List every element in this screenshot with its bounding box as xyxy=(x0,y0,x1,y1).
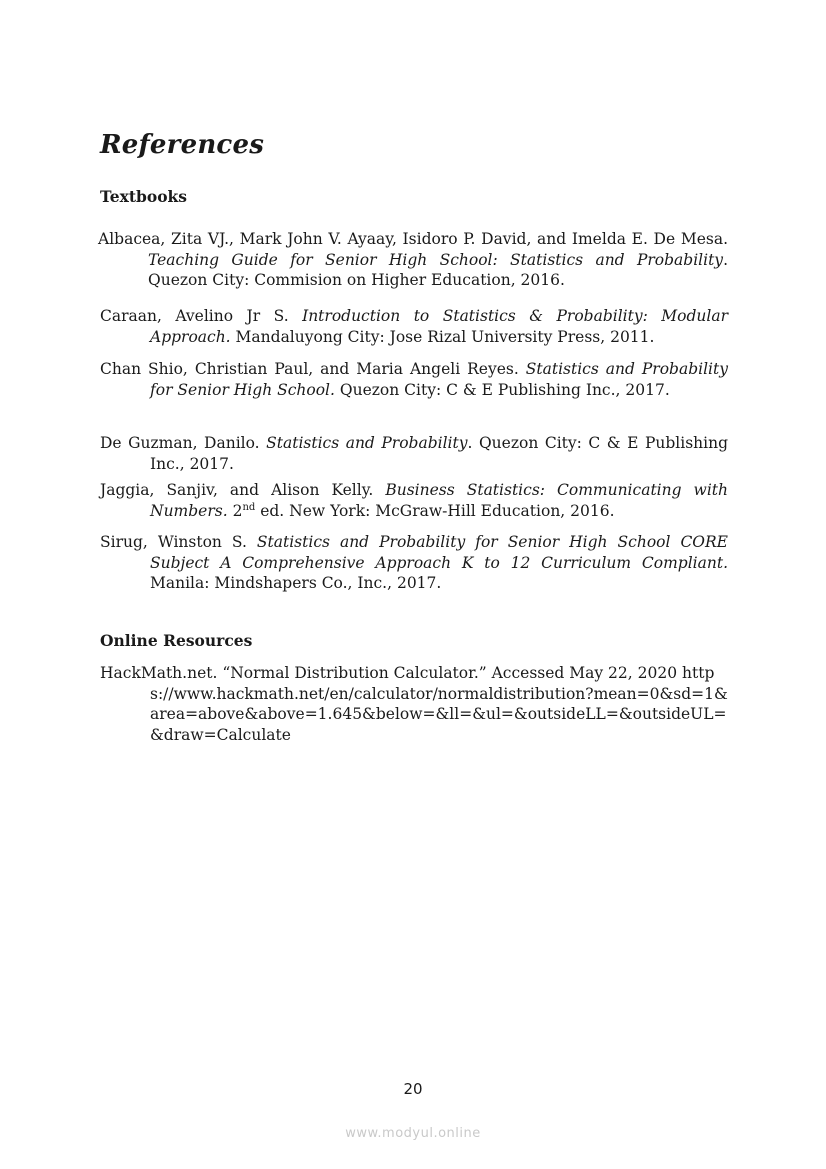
reference-publication: Manila: Mindshapers Co., Inc., 2017. xyxy=(150,574,442,592)
watermark-text: www.modyul.online xyxy=(345,1126,481,1141)
reference-authors: Chan Shio, Christian Paul, and Maria Angeli Reyes. xyxy=(100,360,526,378)
reference-title: Statistics and Probability for Senior High School. xyxy=(150,360,728,399)
reference-entry xyxy=(100,480,728,521)
section-heading-textbooks: Textbooks xyxy=(100,187,187,206)
online-reference-entry: HackMath.net. “Normal Distribution Calculator.” Accessed May 22, 2020 https://www.hackmath.net/en/calculator/normaldistribution?mean=0&sd=1&area=above&above=1.645&below=&ll=&ul=&outsideLL=&outsideUL=&draw=Calculate xyxy=(100,664,728,744)
reference-publication: ed. New York: McGraw-Hill Education, 2016. xyxy=(255,501,615,520)
reference-edition-suffix: nd xyxy=(242,501,256,513)
section-heading-online-resources: Online Resources xyxy=(100,631,253,650)
reference-authors: De Guzman, Danilo. xyxy=(100,434,267,452)
reference-publication: Quezon City: C & E Publishing Inc., 2017. xyxy=(334,380,670,399)
reference-authors: Albacea, Zita VJ., Mark John V. Ayaay, Isidoro P. David, and Imelda E. De Mesa. xyxy=(98,230,728,248)
reference-edition-number: 2 xyxy=(227,501,243,520)
reference-entry xyxy=(98,229,728,291)
reference-entry xyxy=(100,359,728,400)
reference-publication: Mandaluyong City: Jose Rizal University Press, 2011. xyxy=(230,327,655,346)
page-number: 20 xyxy=(403,1080,423,1098)
reference-entry xyxy=(100,433,728,474)
reference-publication: . Quezon City: Commision on Higher Education, 2016. xyxy=(148,250,728,289)
reference-authors: Caraan, Avelino Jr S. xyxy=(100,307,303,325)
reference-publication: . Quezon City: C & E Publishing Inc., 2017. xyxy=(150,434,728,473)
reference-title: Business Statistics: Communicating with Numbers. xyxy=(150,481,728,520)
reference-authors: Jaggia, Sanjiv, and Alison Kelly. xyxy=(100,481,386,499)
reference-title: Statistics and Probability xyxy=(266,434,468,452)
reference-authors: Sirug, Winston S. xyxy=(100,533,257,551)
page-title: References xyxy=(100,130,265,160)
reference-title: Introduction to Statistics & Probability: Modular Approach. xyxy=(150,307,728,346)
reference-title: Teaching Guide for Senior High School: Statistics and Probability xyxy=(148,250,724,269)
reference-entry xyxy=(100,532,728,594)
reference-title: Statistics and Probability for Senior High School CORE Subject A Comprehensive Approach K to 12 Curriculum Compliant. xyxy=(150,533,728,572)
reference-entry xyxy=(100,306,728,347)
